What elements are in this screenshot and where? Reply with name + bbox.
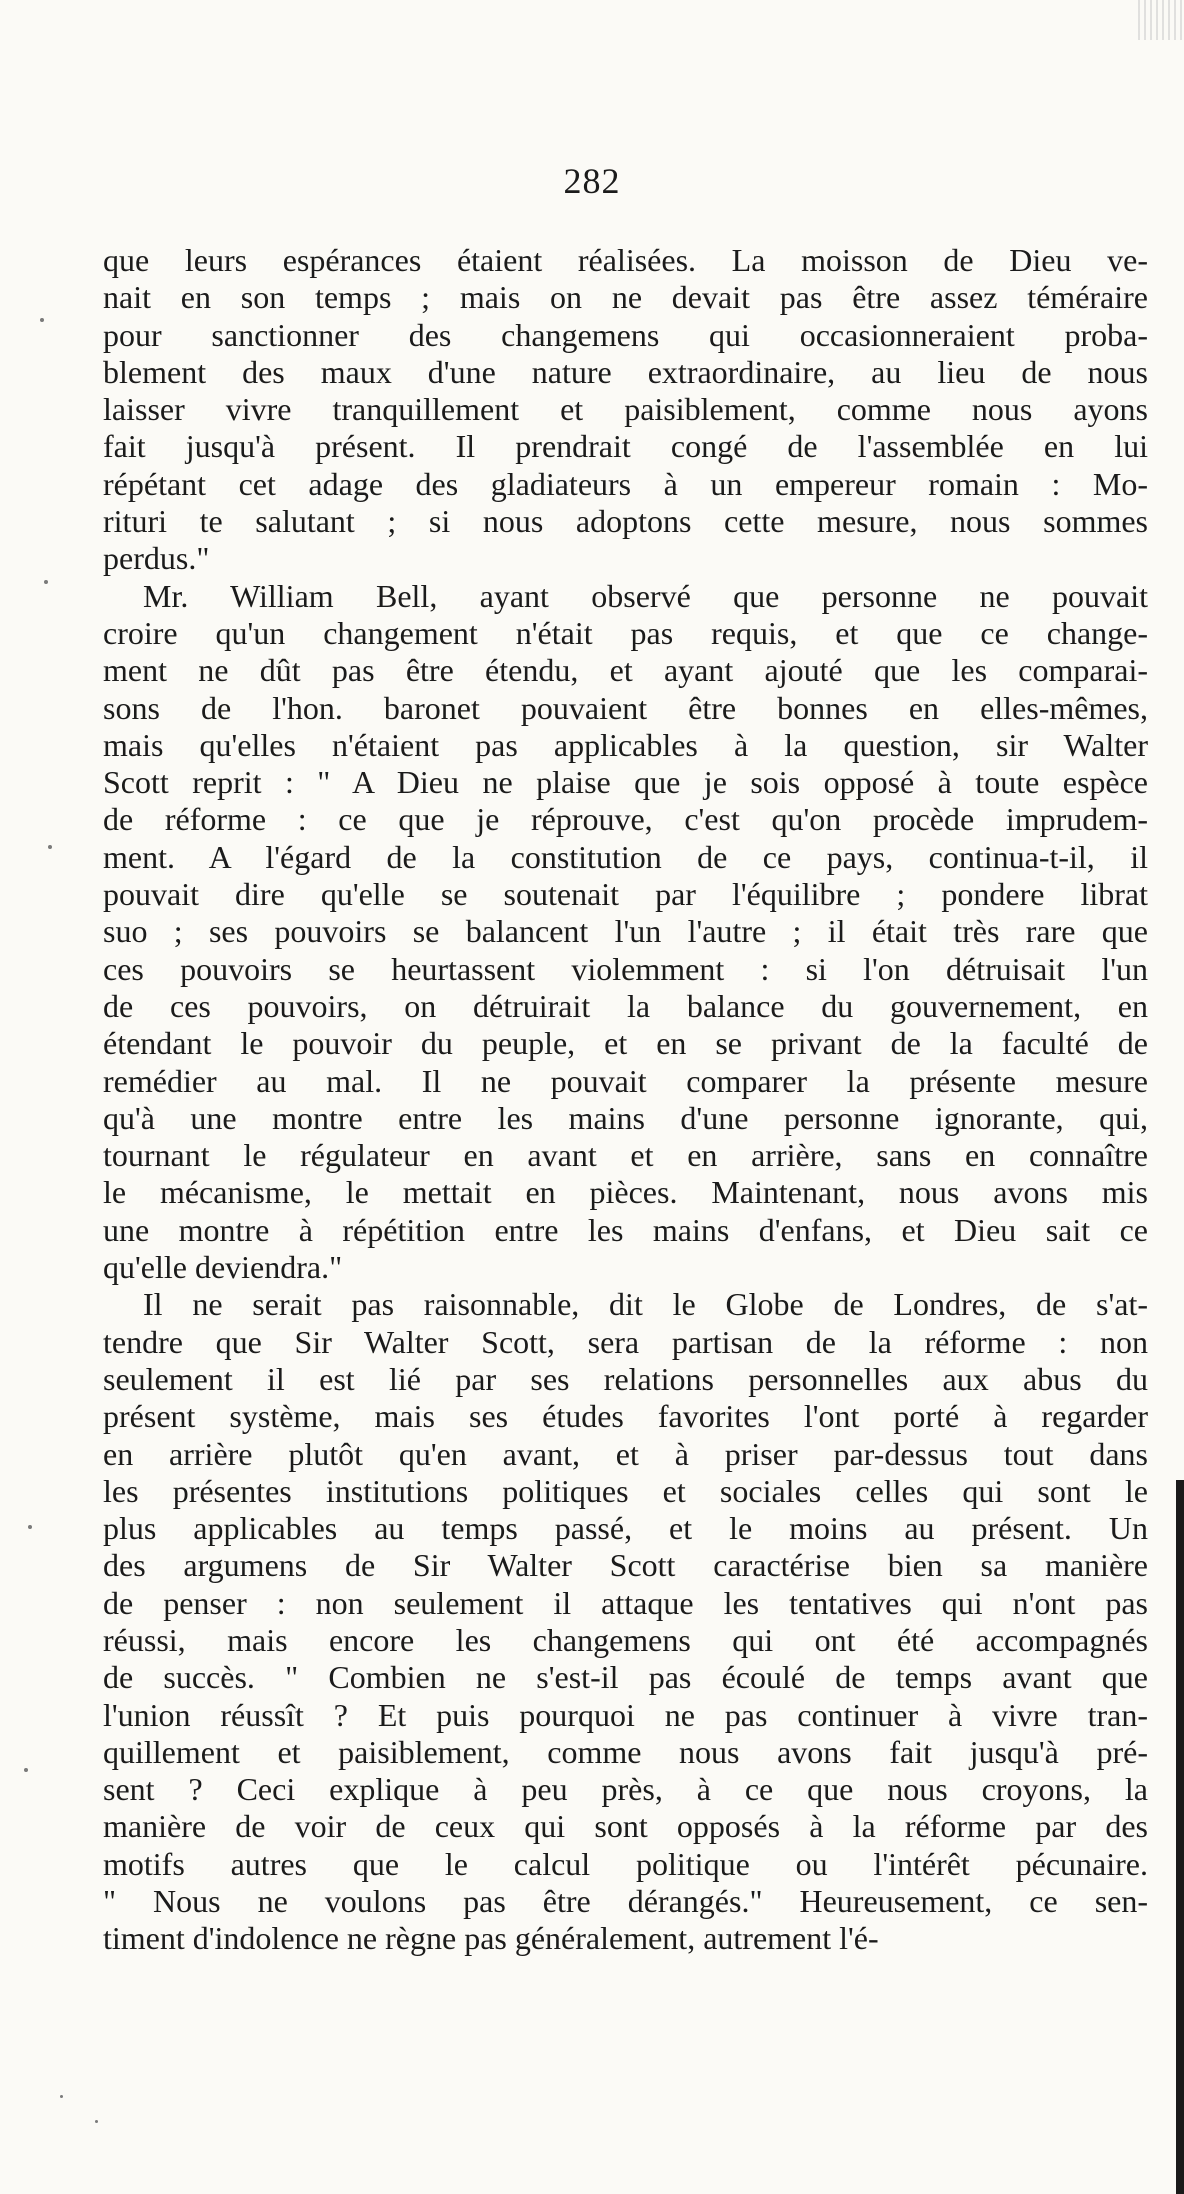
text-line: suo ; ses pouvoirs se balancent l'un l'autre ; il était très rare que [103, 913, 1148, 950]
text-line: qu'à une montre entre les mains d'une personne ignorante, qui, [103, 1099, 1148, 1136]
text-line: réussi, mais encore les changemens qui ont été accompagnés [103, 1621, 1148, 1658]
text-line: seulement il est lié par ses relations personnelles aux abus du [103, 1360, 1148, 1397]
scan-speck [28, 1525, 32, 1529]
text-line: rituri te salutant ; si nous adoptons cette mesure, nous sommes [103, 503, 1148, 540]
text-line: les présentes institutions politiques et sociales celles qui sont le [103, 1472, 1148, 1509]
text-line: le mécanisme, le mettait en pièces. Maintenant, nous avons mis [103, 1174, 1148, 1211]
scan-speck [44, 580, 48, 584]
text-line: blement des maux d'une nature extraordinaire, au lieu de nous [103, 353, 1148, 390]
text-line: de penser : non seulement il attaque les tentatives qui n'ont pas [103, 1584, 1148, 1621]
text-line: remédier au mal. Il ne pouvait comparer la présente mesure [103, 1062, 1148, 1099]
text-line: Scott reprit : " A Dieu ne plaise que je sois opposé à toute espèce [103, 764, 1148, 801]
text-line: de réforme : ce que je réprouve, c'est qu'on procède imprudem- [103, 801, 1148, 838]
text-line: manière de voir de ceux qui sont opposés à la réforme par des [103, 1808, 1148, 1845]
text-line: perdus." [103, 540, 210, 577]
text-line: ment ne dût pas être étendu, et ayant ajouté que les comparai- [103, 652, 1148, 689]
text-line: présent système, mais ses études favorites l'ont porté à regarder [103, 1398, 1148, 1435]
text-line: répétant cet adage des gladiateurs à un empereur romain : Mo- [103, 465, 1148, 502]
paragraph [103, 1286, 1148, 1957]
scan-edge-shadow [1176, 1480, 1184, 2194]
text-line: tendre que Sir Walter Scott, sera partisan de la réforme : non [103, 1323, 1148, 1360]
text-line: l'union réussît ? Et puis pourquoi ne pas continuer à vivre tran- [103, 1696, 1148, 1733]
text-line: sons de l'hon. baronet pouvaient être bonnes en elles-mêmes, [103, 689, 1148, 726]
scan-speck [95, 2120, 98, 2123]
text-line: motifs autres que le calcul politique ou l'intérêt pécunaire. [103, 1845, 1148, 1882]
text-line: sent ? Ceci explique à peu près, à ce que nous croyons, la [103, 1771, 1148, 1808]
scan-speck [48, 845, 52, 849]
paragraph [103, 578, 1148, 1287]
text-line: laisser vivre tranquillement et paisiblement, comme nous ayons [103, 391, 1148, 428]
text-line: croire qu'un changement n'était pas requis, et que ce change- [103, 614, 1148, 651]
text-line: de succès. " Combien ne s'est-il pas écoulé de temps avant que [103, 1659, 1148, 1696]
scan-edge-noise [1138, 0, 1184, 40]
text-line: Il ne serait pas raisonnable, dit le Globe de Londres, de s'at- [143, 1286, 1148, 1323]
text-line: ment. A l'égard de la constitution de ce pays, continua-t-il, il [103, 838, 1148, 875]
paragraph [103, 242, 1148, 578]
text-line: timent d'indolence ne règne pas généralement, autrement l'é- [103, 1920, 879, 1957]
text-line: en arrière plutôt qu'en avant, et à priser par-dessus tout dans [103, 1435, 1148, 1472]
text-line: quillement et paisiblement, comme nous avons fait jusqu'à pré- [103, 1733, 1148, 1770]
body-text [103, 242, 1148, 1958]
text-line: étendant le pouvoir du peuple, et en se privant de la faculté de [103, 1025, 1148, 1062]
text-line: une montre à répétition entre les mains d'enfans, et Dieu sait ce [103, 1211, 1148, 1248]
text-line: Mr. William Bell, ayant observé que personne ne pouvait [143, 577, 1148, 614]
text-line: " Nous ne voulons pas être dérangés." Heureusement, ce sen- [103, 1883, 1148, 1920]
scan-speck [40, 318, 44, 322]
text-line: mais qu'elles n'étaient pas applicables à la question, sir Walter [103, 726, 1148, 763]
text-line: des argumens de Sir Walter Scott caractérise bien sa manière [103, 1547, 1148, 1584]
text-line: nait en son temps ; mais on ne devait pas être assez téméraire [103, 279, 1148, 316]
text-line: de ces pouvoirs, on détruirait la balance du gouvernement, en [103, 987, 1148, 1024]
text-line: que leurs espérances étaient réalisées. La moisson de Dieu ve- [103, 242, 1148, 278]
text-line: pouvait dire qu'elle se soutenait par l'équilibre ; pondere librat [103, 876, 1148, 913]
page-number: 282 [563, 161, 621, 201]
text-line: ces pouvoirs se heurtassent violemment : si l'on détruisait l'un [103, 950, 1148, 987]
text-line: pour sanctionner des changemens qui occasionneraient proba- [103, 316, 1148, 353]
text-line: fait jusqu'à présent. Il prendrait congé de l'assemblée en lui [103, 428, 1148, 465]
text-line: tournant le régulateur en avant et en arrière, sans en connaître [103, 1137, 1148, 1174]
scan-speck [60, 2095, 63, 2098]
scan-speck [24, 1768, 28, 1772]
text-line: plus applicables au temps passé, et le moins au présent. Un [103, 1510, 1148, 1547]
text-line: qu'elle deviendra." [103, 1249, 343, 1286]
